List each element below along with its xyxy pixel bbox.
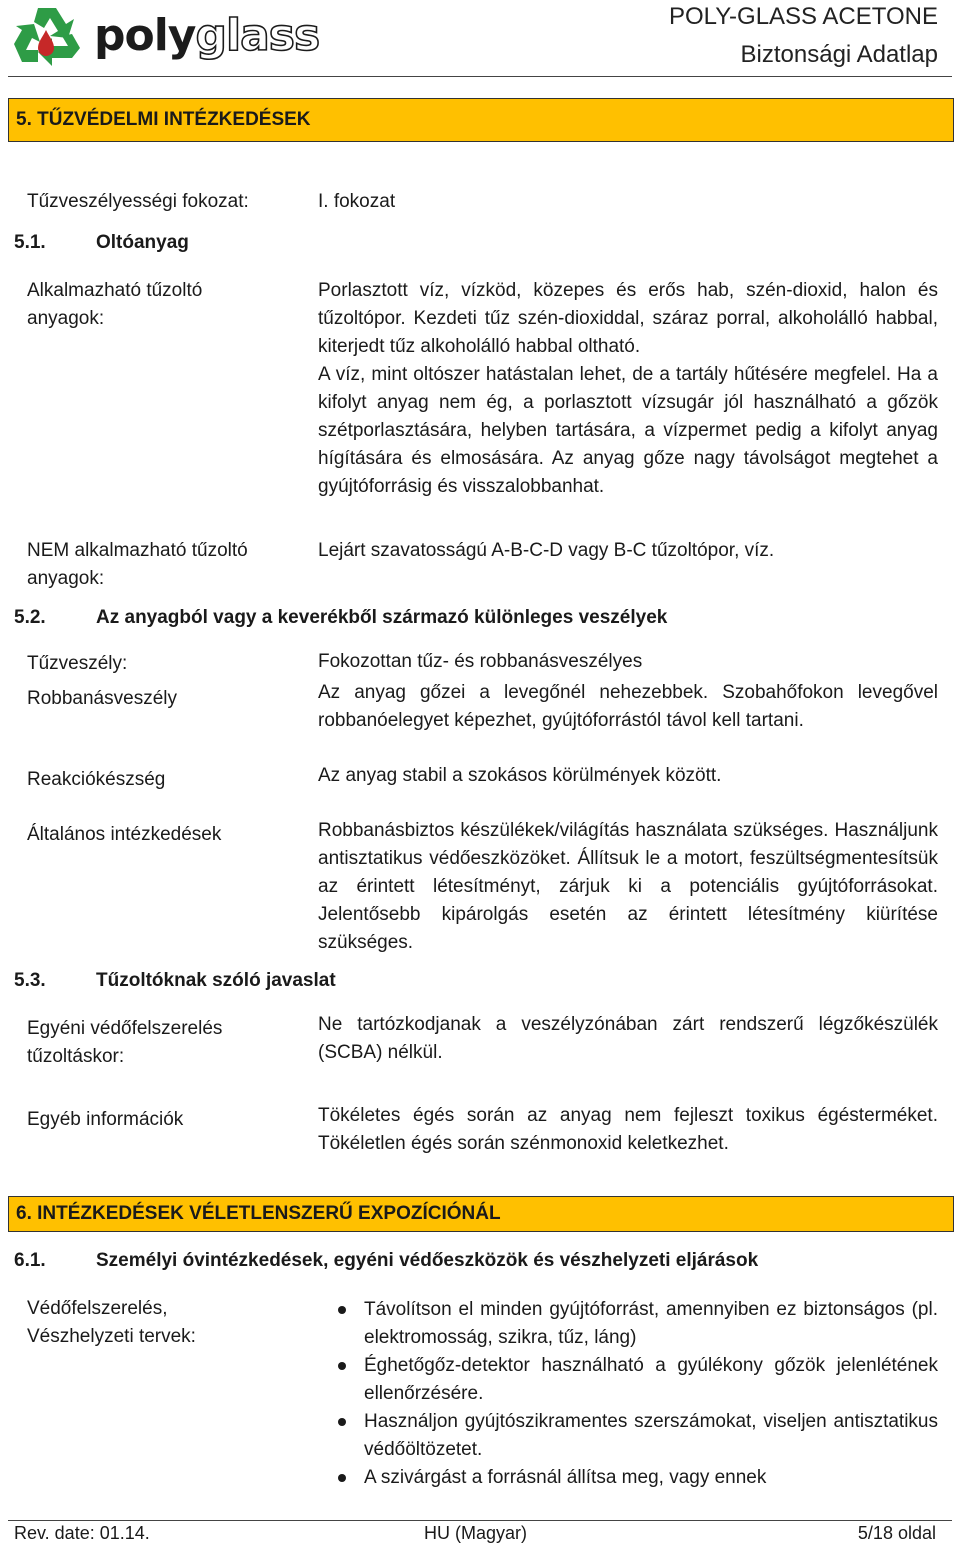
list-item: Távolítson el minden gyújtóforrást, amennyiben ez biztonságos (pl. elektromosság, szikra, tűz, láng) bbox=[336, 1296, 938, 1352]
ppe-value: Ne tartózkodjanak a veszélyzónában zárt rendszerű légzőkészülék (SCBA) nélkül. bbox=[318, 1014, 938, 1063]
list-item: Használjon gyújtószikramentes szerszámokat, viseljen antisztatikus védőöltözetet. bbox=[336, 1408, 938, 1464]
document-title bbox=[669, 0, 938, 74]
label-line: anyagok: bbox=[27, 568, 105, 589]
subsection-number: 5.2. bbox=[14, 607, 46, 628]
emergency-measures-list bbox=[336, 1296, 938, 1492]
logo-text-poly: poly bbox=[94, 10, 196, 61]
recycle-icon bbox=[8, 4, 86, 68]
subsection-5-3-heading bbox=[14, 967, 336, 995]
section-5-title: 5. TŰZVÉDELMI INTÉZKEDÉSEK bbox=[16, 109, 311, 130]
general-measures-value: Robbanásbiztos készülékek/világítás használata szükséges. Használjunk antisztatikus védőeszközöket. Állítsuk le a motort, feszültségmentesítsük az érintett létesítményt, zárjuk ki a potenciális gyújtóforrásokat. Jelentősebb kipárolgás esetén az érintett létesítmény kiürítése szükséges. bbox=[318, 820, 938, 953]
language: HU (Magyar) bbox=[424, 1523, 528, 1543]
section-6-title: 6. INTÉZKEDÉSEK VÉLETLENSZERŰ EXPOZÍCIÓNÁL bbox=[16, 1203, 501, 1224]
label-line: Vészhelyzeti tervek: bbox=[27, 1326, 196, 1347]
label-line: anyagok: bbox=[27, 308, 105, 329]
explosion-hazard-label: Robbanásveszély bbox=[27, 688, 177, 709]
polyglass-logo bbox=[8, 4, 320, 68]
paragraph: A víz, mint oltószer hatástalan lehet, de a tartály hűtésére megfelel. Ha a kifolyt anyag nem ég, a porlasztott vízsugár jól használható a gőzök szétporlasztására, helyben tartására, a vízpermet pedig a kifolyt anyag hígítására és elmosására. Az anyag gőze nagy távolságot megtehet a gyújtóforrásig és visszalobbanhat. bbox=[318, 364, 938, 497]
paragraph: Porlasztott víz, vízköd, közepes és erős hab, szén-dioxid, halon és tűzoltópor. Kezdeti tűz szén-dioxiddal, száraz porral, alkoholálló habbal, kiterjedt tűz alkoholálló habbal oltható. bbox=[318, 280, 938, 357]
fire-class-label: Tűzveszélyességi fokozat: bbox=[27, 191, 249, 212]
suitable-media-value bbox=[318, 277, 938, 501]
page-header bbox=[0, 0, 960, 80]
list-item: A szivárgást a forrásnál állítsa meg, vagy ennek bbox=[336, 1464, 938, 1492]
fire-hazard-label: Tűzveszély: bbox=[27, 653, 128, 674]
subsection-title: Az anyagból vagy a keverékből származó különleges veszélyek bbox=[96, 607, 668, 628]
fire-class-value: I. fokozat bbox=[318, 191, 396, 212]
page-number: 5/18 oldal bbox=[857, 1523, 936, 1543]
subsection-title: Oltóanyag bbox=[96, 232, 189, 253]
subsection-6-1-heading bbox=[14, 1247, 758, 1275]
reactivity-value: Az anyag stabil a szokásos körülmények között. bbox=[318, 765, 722, 786]
revision-date: Rev. date: 01.14. bbox=[14, 1523, 150, 1543]
label-line: NEM alkalmazható tűzoltó bbox=[27, 540, 248, 561]
header-divider bbox=[8, 76, 952, 77]
logo-wordmark bbox=[94, 12, 319, 60]
label-line: Egyéni védőfelszerelés bbox=[27, 1018, 223, 1039]
section-6-heading bbox=[8, 1196, 954, 1232]
subsection-5-2-heading bbox=[14, 604, 667, 632]
general-measures-label: Általános intézkedések bbox=[27, 824, 222, 845]
list-item: Éghetőgőz-detektor használható a gyúlékony gőzök jelenlétének ellenőrzésére. bbox=[336, 1352, 938, 1408]
product-name: POLY-GLASS ACETONE bbox=[668, 3, 938, 30]
protective-equipment-label bbox=[27, 1295, 297, 1351]
label-line: Védőfelszerelés, bbox=[27, 1298, 168, 1319]
ppe-label bbox=[27, 1015, 297, 1071]
subsection-title: Személyi óvintézkedések, egyéni védőeszközök és vészhelyzeti eljárások bbox=[96, 1250, 759, 1271]
unsuitable-media-value: Lejárt szavatosságú A-B-C-D vagy B-C tűzoltópor, víz. bbox=[318, 540, 775, 561]
other-info-label: Egyéb információk bbox=[27, 1109, 184, 1130]
label-line: Alkalmazható tűzoltó bbox=[27, 280, 203, 301]
subsection-title: Tűzoltóknak szóló javaslat bbox=[96, 970, 336, 991]
other-info-value: Tökéletes égés során az anyag nem fejleszt toxikus égésterméket. Tökéletlen égés során szénmonoxid keletkezhet. bbox=[318, 1105, 938, 1154]
suitable-media-label bbox=[27, 277, 297, 333]
explosion-hazard-value: Az anyag gőzei a levegőnél nehezebbek. Szobahőfokon levegővel robbanóelegyet képezhet, gyújtóforrástól távol kell tartani. bbox=[318, 682, 938, 731]
section-5-heading bbox=[8, 98, 954, 142]
logo-text-glass: glass bbox=[195, 10, 320, 61]
label-line: tűzoltáskor: bbox=[27, 1046, 125, 1067]
document-type: Biztonsági Adatlap bbox=[740, 41, 938, 68]
subsection-5-1-heading bbox=[14, 229, 189, 257]
subsection-number: 5.3. bbox=[14, 970, 46, 991]
fire-hazard-value: Fokozottan tűz- és robbanásveszélyes bbox=[318, 651, 643, 672]
reactivity-label: Reakciókészség bbox=[27, 769, 166, 790]
subsection-number: 6.1. bbox=[14, 1250, 46, 1271]
subsection-number: 5.1. bbox=[14, 232, 46, 253]
unsuitable-media-label bbox=[27, 537, 297, 593]
